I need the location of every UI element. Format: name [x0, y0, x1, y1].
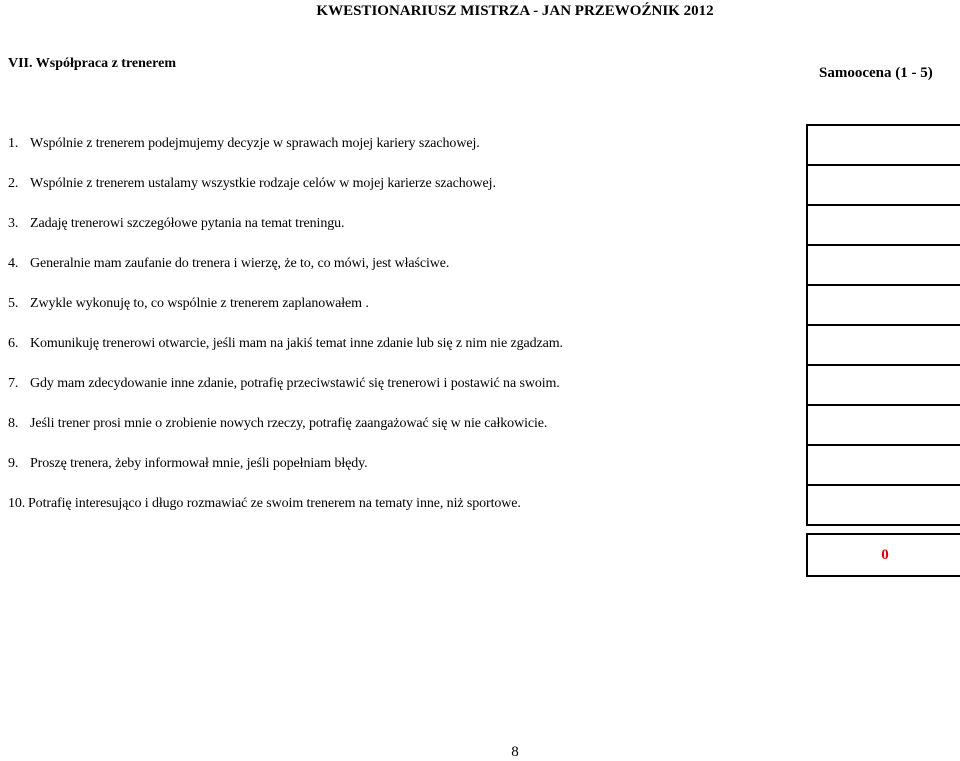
answer-box-10[interactable]	[806, 484, 960, 526]
section-heading: VII. Współpraca z trenerem	[8, 56, 176, 71]
question-text: Potrafię interesująco i długo rozmawiać ze swoim trenerem na tematy inne, niż sportowe.	[28, 496, 521, 511]
sum-value: 0	[881, 546, 889, 563]
answer-box-4[interactable]	[806, 244, 960, 284]
questionnaire-title: KWESTIONARIUSZ MISTRZA - JAN PRZEWOŹNIK 2012	[316, 3, 714, 19]
question-number: 6.	[8, 336, 19, 351]
question-item	[8, 416, 547, 432]
answer-box-5[interactable]	[806, 284, 960, 324]
question-item	[8, 336, 563, 352]
question-number: 5.	[8, 296, 19, 311]
answer-box-1[interactable]	[806, 124, 960, 164]
page-number: 8	[511, 744, 519, 760]
answer-box-7[interactable]	[806, 364, 960, 404]
question-item	[8, 216, 344, 232]
question-text: Zwykle wykonuję to, co wspólnie z trenerem zaplanowałem .	[30, 296, 369, 311]
question-item	[8, 376, 560, 392]
question-text: Wspólnie z trenerem ustalamy wszystkie rodzaje celów w mojej karierze szachowej.	[30, 176, 496, 191]
question-number: 2.	[8, 176, 19, 191]
question-text: Jeśli trener prosi mnie o zrobienie nowych rzeczy, potrafię zaangażować się w nie całkowicie.	[30, 416, 548, 431]
question-item	[8, 176, 496, 192]
question-item	[8, 496, 521, 512]
answer-box-9[interactable]	[806, 444, 960, 484]
question-number: 10.	[8, 496, 26, 511]
question-number: 4.	[8, 256, 19, 271]
sum-box	[806, 533, 960, 577]
question-number: 7.	[8, 376, 19, 391]
question-number: 9.	[8, 456, 19, 471]
question-item	[8, 296, 369, 312]
question-text: Komunikuję trenerowi otwarcie, jeśli mam na jakiś temat inne zdanie lub się z nim nie zgadzam.	[30, 336, 563, 351]
self-assessment-label: Samoocena (1 - 5)	[819, 65, 933, 81]
question-number: 8.	[8, 416, 19, 431]
question-item	[8, 256, 449, 272]
question-text: Zadaję trenerowi szczegółowe pytania na temat treningu.	[30, 216, 345, 231]
question-number: 3.	[8, 216, 19, 231]
answer-box-3[interactable]	[806, 204, 960, 244]
question-item	[8, 136, 480, 152]
answer-box-6[interactable]	[806, 324, 960, 364]
question-text: Wspólnie z trenerem podejmujemy decyzje w sprawach mojej kariery szachowej.	[30, 136, 480, 151]
answer-column	[806, 124, 960, 526]
question-text: Proszę trenera, żeby informował mnie, jeśli popełniam błędy.	[30, 456, 368, 471]
question-text: Generalnie mam zaufanie do trenera i wierzę, że to, co mówi, jest właściwe.	[30, 256, 450, 271]
question-text: Gdy mam zdecydowanie inne zdanie, potrafię przeciwstawić się trenerowi i postawić na swoim.	[30, 376, 560, 391]
question-item	[8, 456, 368, 472]
question-number: 1.	[8, 136, 19, 151]
answer-box-2[interactable]	[806, 164, 960, 204]
answer-box-8[interactable]	[806, 404, 960, 444]
